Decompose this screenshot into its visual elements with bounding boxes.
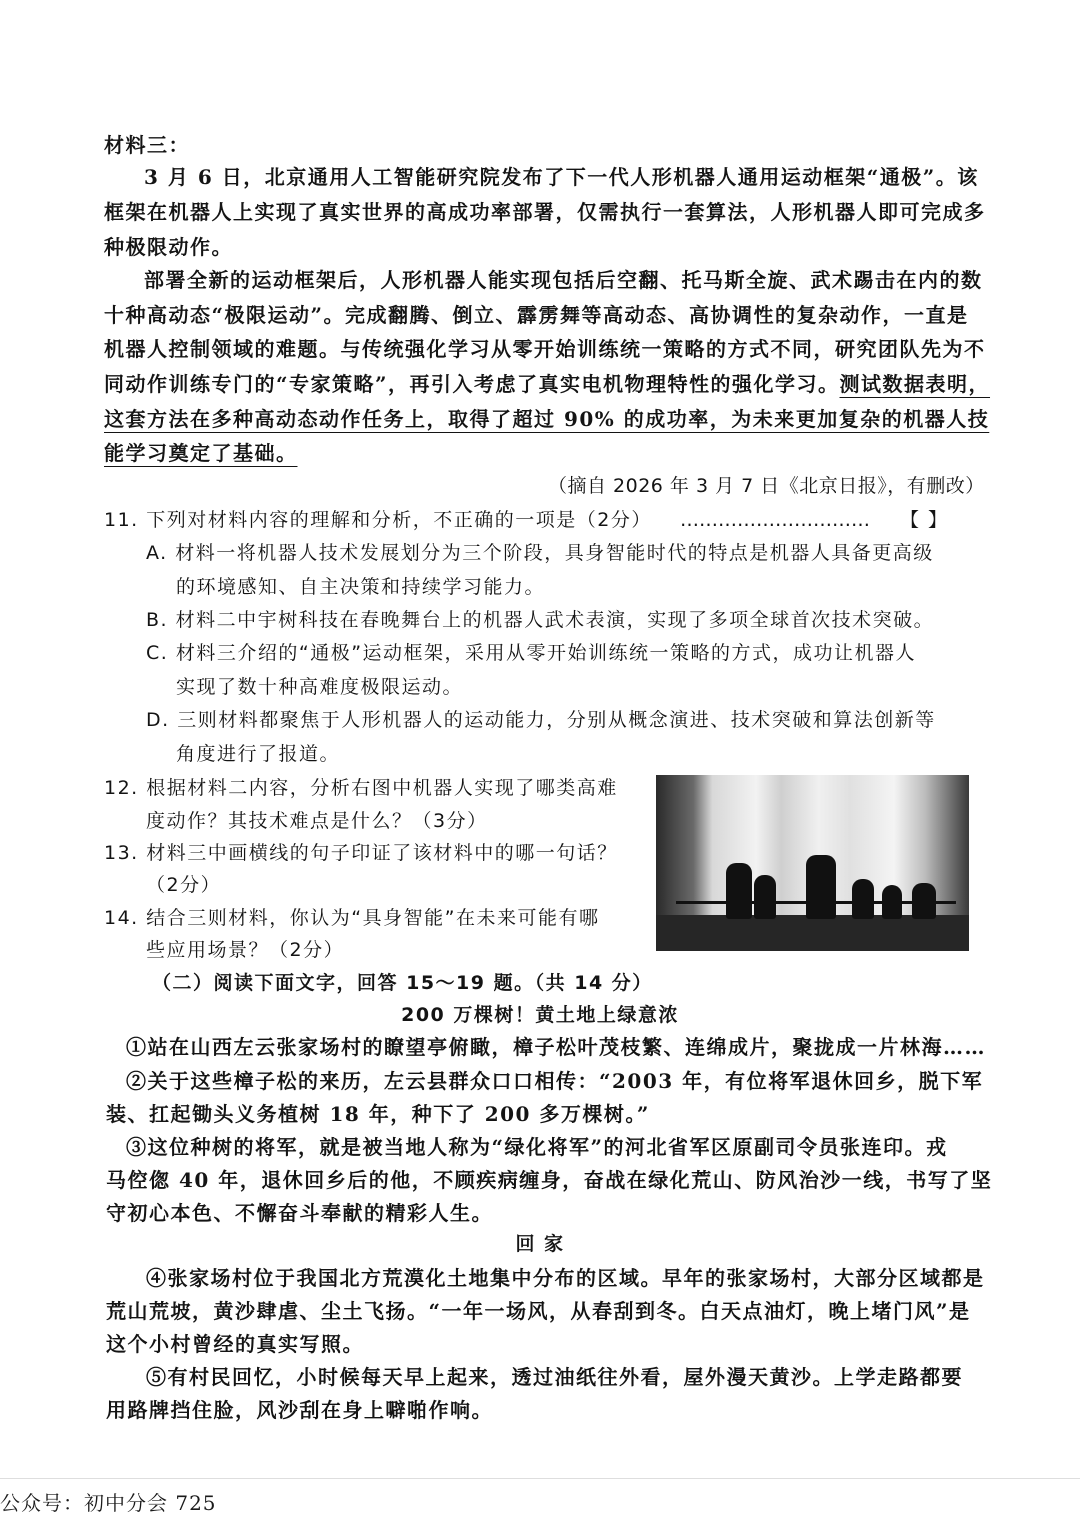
underlined-sentence: 这套方法在多种高动态动作任务上，取得了超过 90% 的成功率，为未来更加复杂的机器人技 <box>104 407 990 431</box>
footer-account: 公众号：初中分会 725 <box>0 1491 217 1515</box>
article-title: 200 万棵树！黄土地上绿意浓 <box>401 1004 679 1026</box>
question-13-cont: （2分） <box>146 874 222 896</box>
paragraph-line: 这个小村曾经的真实写照。 <box>106 1332 364 1356</box>
source-citation: （摘自 2026 年 3 月 7 日《北京日报》，有删改） <box>548 475 985 497</box>
paragraph-line: 守初心本色、不懈奋斗奉献的精彩人生。 <box>106 1201 493 1225</box>
paragraph-line: 用路牌挡住脸，风沙刮在身上噼啪作响。 <box>106 1398 493 1422</box>
stage-floor <box>656 915 969 951</box>
paragraph-line: ②关于这些樟子松的来历，左云县群众口口相传：“2003 年，有位将军退休回乡，脱下军 <box>126 1069 984 1093</box>
paragraph-line: 部署全新的运动框架后，人形机器人能实现包括后空翻、托马斯全旋、武术踢击在内的数 <box>144 268 983 292</box>
performer-silhouette <box>806 855 836 919</box>
robot-performance-photo <box>656 775 969 951</box>
paragraph-line: ⑤有村民回忆，小时候每天早上起来，透过油纸往外看，屋外漫天黄沙。上学走路都要 <box>146 1365 963 1389</box>
option-c-cont: 实现了数十种高难度极限运动。 <box>176 676 464 698</box>
section-instruction: （二）阅读下面文字，回答 15～19 题。（共 14 分） <box>152 972 653 994</box>
paragraph-line: 装、扛起锄头义务植树 18 年，种下了 200 多万棵树。” <box>106 1102 650 1126</box>
question-11-stem: 11. 下列对材料内容的理解和分析，不正确的一项是（2分） <box>104 509 652 531</box>
underlined-sentence: 能学习奠定了基础。 <box>104 441 298 465</box>
option-d-cont: 角度进行了报道。 <box>176 743 341 765</box>
option-d: D. 三则材料都聚焦于人形机器人的运动能力，分别从概念演进、技术突破和算法创新等 <box>146 709 936 731</box>
paragraph-line: 3 月 6 日，北京通用人工智能研究院发布了下一代人形机器人通用运动框架“通极”。该 <box>144 165 979 189</box>
performer-silhouette <box>726 863 752 919</box>
paragraph-line: 荒山荒坡，黄沙肆虐、尘土飞扬。“一年一场风，从春刮到冬。白天点油灯，晚上堵门风”是 <box>106 1299 971 1323</box>
paragraph-line: 框架在机器人上实现了真实世界的高成功率部署，仅需执行一套算法，人形机器人即可完成多 <box>104 200 986 224</box>
underlined-sentence: 测试数据表明， <box>839 372 991 396</box>
paragraph-line: ③这位种树的将军，就是被当地人称为“绿化将军”的河北省军区原副司令员张连印。戎 <box>126 1135 948 1159</box>
question-14-cont: 些应用场景？（2分） <box>146 939 345 961</box>
staff-prop <box>676 901 956 904</box>
paragraph-line: 种极限动作。 <box>104 235 233 259</box>
paragraph-line: 马倥偬 40 年，退休回乡后的他，不顾疾病缠身，奋战在绿化荒山、防风治沙一线，书写了坚 <box>106 1168 993 1192</box>
paragraph-line: ④张家场村位于我国北方荒漠化土地集中分布的区域。早年的张家场村，大部分区域都是 <box>146 1266 985 1290</box>
paragraph-text: 同动作训练专门的“专家策略”，再引入考虑了真实电机物理特性的强化学习。 <box>104 372 840 396</box>
option-a: A. 材料一将机器人技术发展划分为三个阶段，具身智能时代的特点是机器人具备更高级 <box>146 542 934 564</box>
material-heading: 材料三： <box>104 133 190 157</box>
option-c: C. 材料三介绍的“通极”运动框架，采用从零开始训练统一策略的方式，成功让机器人 <box>146 642 917 664</box>
paragraph-line: 机器人控制领域的难题。与传统强化学习从零开始训练统一策略的方式不同，研究团队先为不 <box>104 337 986 361</box>
question-13: 13. 材料三中画横线的句子印证了该材料中的哪一句话？ <box>104 842 618 864</box>
question-14: 14. 结合三则材料，你认为“具身智能”在未来可能有哪 <box>104 907 600 929</box>
section-subtitle: 回 家 <box>515 1233 565 1255</box>
option-a-cont: 的环境感知、自主决策和持续学习能力。 <box>176 576 546 598</box>
footer-divider <box>0 1478 1080 1479</box>
paragraph-line: 十种高动态“极限运动”。完成翻腾、倒立、霹雳舞等高动态、高协调性的复杂动作，一直是 <box>104 303 969 327</box>
paragraph-line <box>104 371 990 397</box>
option-b: B. 材料二中宇树科技在春晚舞台上的机器人武术表演，实现了多项全球首次技术突破。 <box>146 609 935 631</box>
question-12-cont: 度动作？其技术难点是什么？（3分） <box>146 810 488 832</box>
paragraph-line: ①站在山西左云张家场村的瞭望亭俯瞰，樟子松叶茂枝繁、连绵成片，聚拢成一片林海…… <box>126 1035 986 1059</box>
performer-silhouette <box>754 875 776 919</box>
answer-bracket: 【 】 <box>900 509 949 531</box>
answer-leader: ………………………… <box>680 509 870 531</box>
question-12: 12. 根据材料二内容，分析右图中机器人实现了哪类高难 <box>104 777 618 799</box>
performer-silhouette <box>852 879 874 919</box>
